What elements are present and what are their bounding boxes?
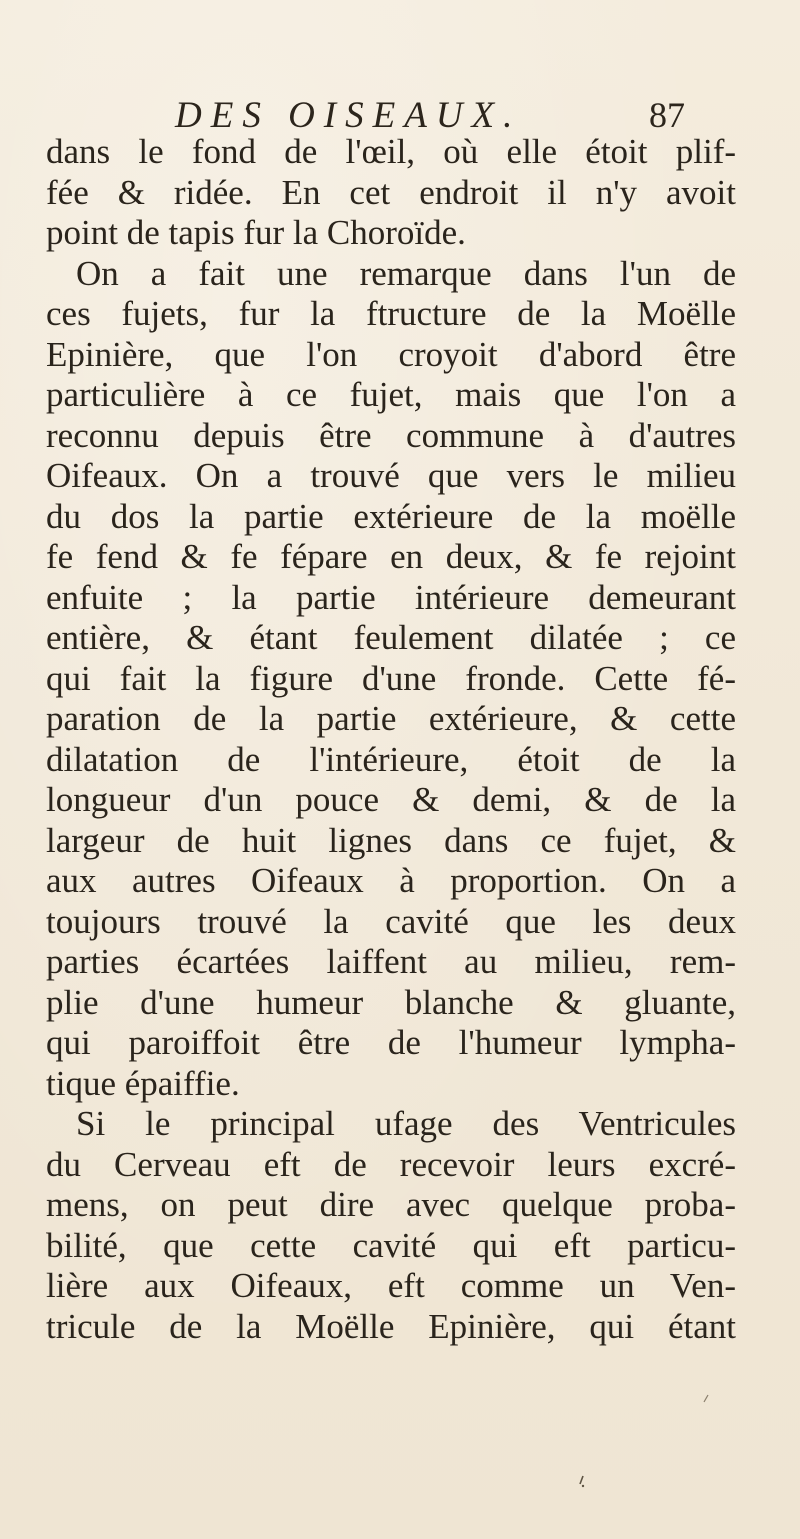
text-line: mens, on peut dire avec quelque proba-: [46, 1185, 736, 1224]
text-line: tricule de la Moëlle Epinière, qui étant: [46, 1306, 736, 1346]
text-line: ces fujets, fur la ftructure de la Moëlle: [46, 294, 736, 333]
text-line: paration de la partie extérieure, & cette: [46, 699, 736, 738]
text-line: fée & ridée. En cet endroit il n'y avoit: [46, 172, 736, 212]
text-line: enfuite ; la partie intérieure demeurant: [46, 577, 736, 617]
text-line: du dos la partie extérieure de la moëlle: [46, 496, 736, 536]
text-line: dilatation de l'intérieure, étoit de la: [46, 739, 736, 779]
text-line: fe fend & fe fépare en deux, & fe rejoint: [46, 537, 736, 576]
text-line: reconnu depuis être commune à d'autres: [46, 415, 736, 455]
text-line: tique épaiffie.: [46, 1063, 240, 1103]
text-line: longueur d'un pouce & demi, & de la: [46, 780, 736, 819]
text-line: largeur de huit lignes dans ce fujet, &: [46, 820, 736, 860]
text-line: aux autres Oifeaux à proportion. On a: [46, 861, 736, 900]
text-line: bilité, que cette cavité qui eft particu-: [46, 1225, 736, 1265]
text-line: point de tapis fur la Choroïde.: [46, 213, 466, 252]
running-head: DES OISEAUX.: [175, 95, 522, 136]
text-line: Epinière, que l'on croyoit d'abord être: [46, 334, 736, 374]
text-line: entière, & étant feulement dilatée ; ce: [46, 618, 736, 657]
text-line: du Cerveau eft de recevoir leurs excré-: [46, 1144, 736, 1184]
text-line: plie d'une humeur blanche & gluante,: [46, 982, 736, 1022]
text-line: dans le fond de l'œil, où elle étoit plif-: [46, 132, 736, 171]
text-line: Si le principal ufage des Ventricules: [76, 1104, 736, 1143]
text-line: On a fait une remarque dans l'un de: [76, 253, 736, 293]
text-line: qui fait la figure d'une fronde. Cette fé-: [46, 658, 736, 698]
page-number: 87: [649, 95, 685, 135]
text-line: particulière à ce fujet, mais que l'on a: [46, 375, 736, 414]
text-line: Oifeaux. On a trouvé que vers le milieu: [46, 456, 736, 495]
text-line: toujours trouvé la cavité que les deux: [46, 901, 736, 941]
text-line: qui paroiffoit être de l'humeur lympha-: [46, 1023, 736, 1062]
text-line: parties écartées laiffent au milieu, rem-: [46, 942, 736, 981]
text-line: lière aux Oifeaux, eft comme un Ven-: [46, 1266, 736, 1305]
